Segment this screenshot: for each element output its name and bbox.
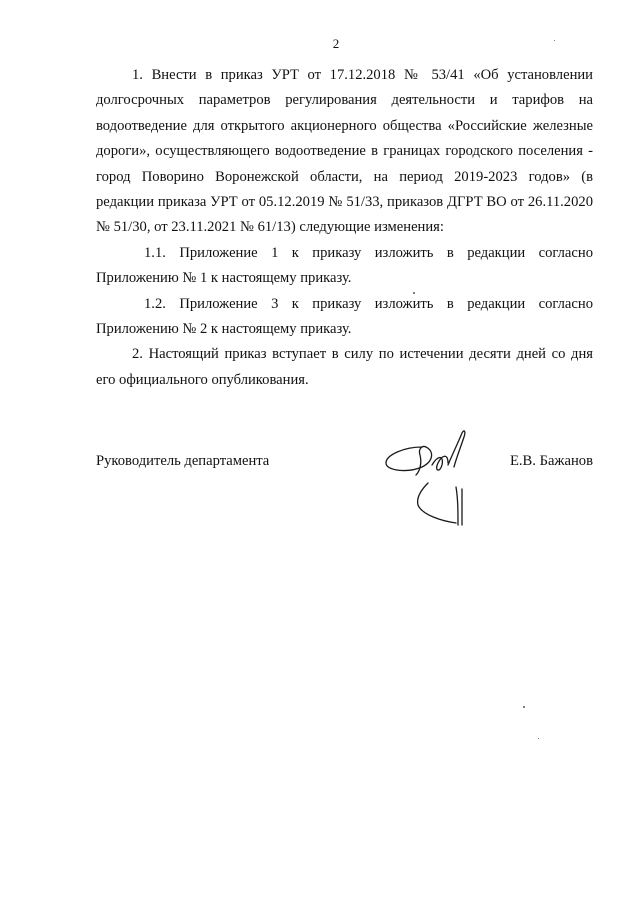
paragraph-1-1: 1.1. Приложение 1 к приказу изложить в редакции согласно Приложению № 1 к настоящему приказу. [96, 244, 593, 287]
page-number: 2 [332, 36, 340, 51]
handwritten-signature [382, 425, 482, 535]
paragraph-2: 2. Настоящий приказ вступает в силу по истечении десяти дней со дня его официального опубликования. [96, 346, 593, 388]
paragraph-1: 1. Внести в приказ УРТ от 17.12.2018 № 53/41 «Об установлении долгосрочных параметров регулирования деятельности и тарифов на водоотведение для открытого акционерного общества «Российские железные дороги», осуществляющего водоотведение в границах городского поселения - город Поворино Воронежской области, на период 2019-2023 годов» (в редакции приказа УРТ от 05.12.2019 № 51/33, приказов ДГРТ ВО от 26.11.2020 № 51/30, от 23.11.2021 № 61/13) следующие изменения: [96, 67, 593, 236]
paragraph-1-2: 1.2. Приложение 3 к приказу изложить в редакции согласно Приложению № 2 к настоящему приказу. [96, 295, 593, 338]
document-body [96, 63, 593, 393]
signatory-name: Е.В. Бажанов [509, 453, 593, 469]
signature-block [96, 453, 593, 483]
scan-speck [538, 738, 539, 739]
scan-speck [413, 292, 415, 294]
scan-speck [554, 40, 555, 41]
signatory-role: Руководитель департамента [96, 453, 270, 469]
scan-speck [523, 706, 525, 708]
